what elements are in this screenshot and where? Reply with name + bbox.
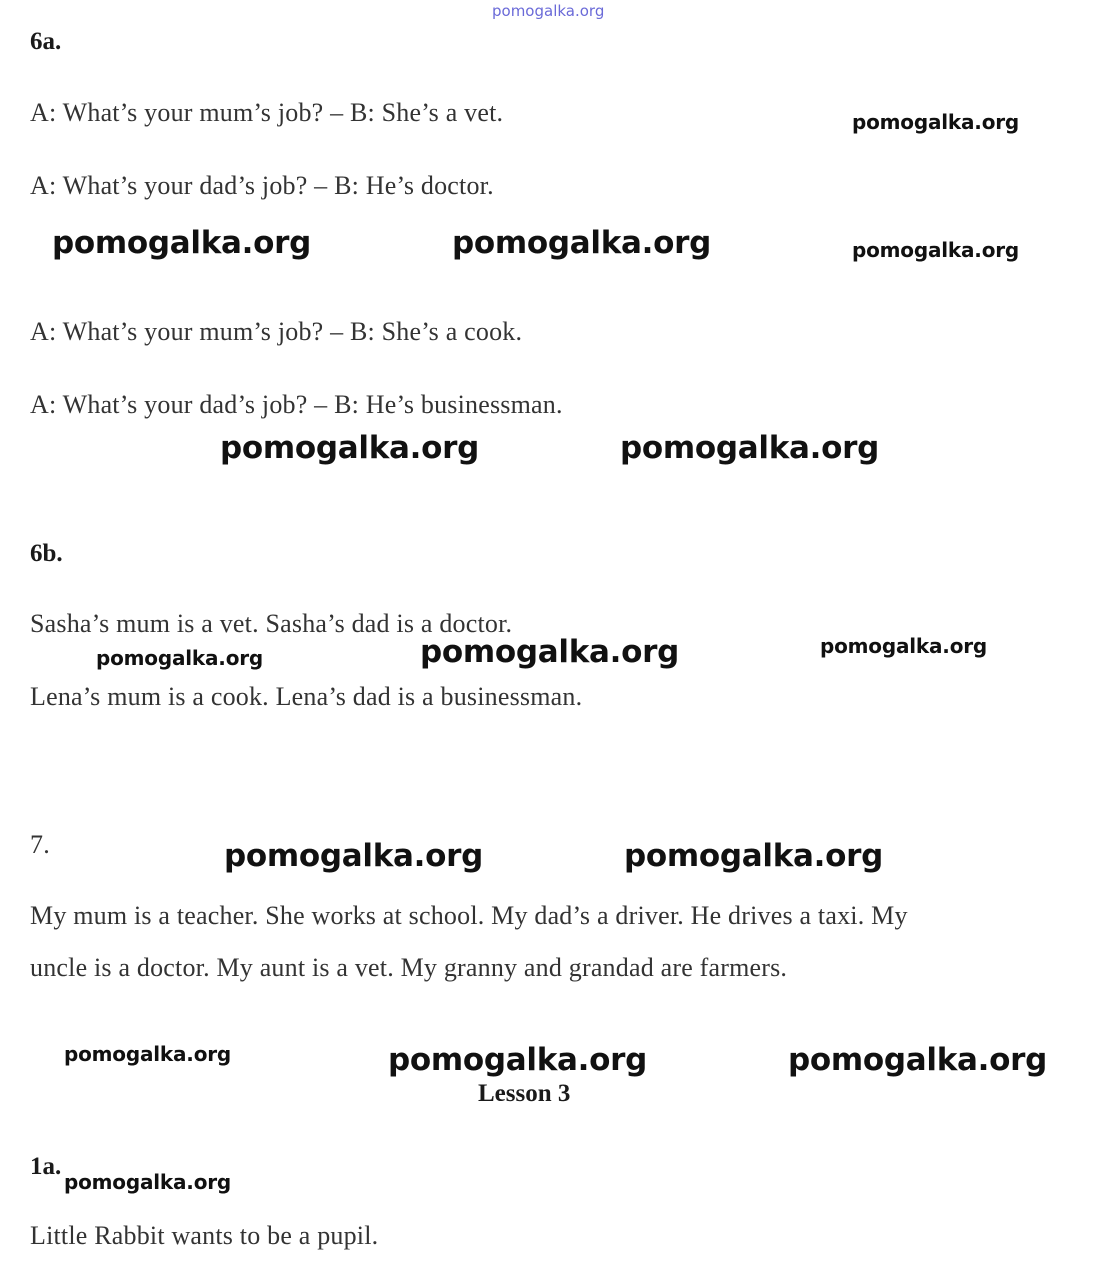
watermark: pomogalka.org [620, 430, 880, 466]
watermark: pomogalka.org [220, 430, 480, 466]
text-line-7-1: My mum is a teacher. She works at school. My dad’s a driver. He drives a taxi. My [30, 901, 908, 930]
text-line-6b-2: Lena’s mum is a cook. Lena’s dad is a businessman. [30, 682, 583, 711]
watermark: pomogalka.org [64, 1042, 232, 1066]
watermark: pomogalka.org [96, 646, 264, 670]
dialogue-line-1: A: What’s your mum’s job? – B: She’s a vet. [30, 98, 504, 127]
heading-7: 7. [30, 830, 50, 859]
text-line-7-2: uncle is a doctor. My aunt is a vet. My granny and grandad are farmers. [30, 953, 788, 982]
heading-6a: 6a. [30, 28, 62, 55]
dialogue-line-2: A: What’s your dad’s job? – B: He’s doctor. [30, 171, 494, 200]
heading-1a: 1a. [30, 1153, 62, 1180]
watermark: pomogalka.org [452, 225, 712, 261]
watermark: pomogalka.org [64, 1170, 232, 1194]
watermark: pomogalka.org [420, 634, 680, 670]
watermark: pomogalka.org [852, 238, 1020, 262]
heading-6b: 6b. [30, 540, 63, 567]
watermark: pomogalka.org [52, 225, 312, 261]
text-line-6b-1: Sasha’s mum is a vet. Sasha’s dad is a doctor. [30, 609, 513, 638]
watermark: pomogalka.org [820, 634, 988, 658]
watermark: pomogalka.org [388, 1042, 648, 1078]
watermark-top: pomogalka.org [492, 2, 605, 20]
watermark: pomogalka.org [788, 1042, 1048, 1078]
lesson-title: Lesson 3 [478, 1080, 571, 1107]
watermark: pomogalka.org [224, 838, 484, 874]
text-line-1a-1: Little Rabbit wants to be a pupil. [30, 1221, 379, 1250]
dialogue-line-3: A: What’s your mum’s job? – B: She’s a cook. [30, 317, 523, 346]
dialogue-line-4: A: What’s your dad’s job? – B: He’s businessman. [30, 390, 563, 419]
watermark: pomogalka.org [852, 110, 1020, 134]
watermark: pomogalka.org [624, 838, 884, 874]
